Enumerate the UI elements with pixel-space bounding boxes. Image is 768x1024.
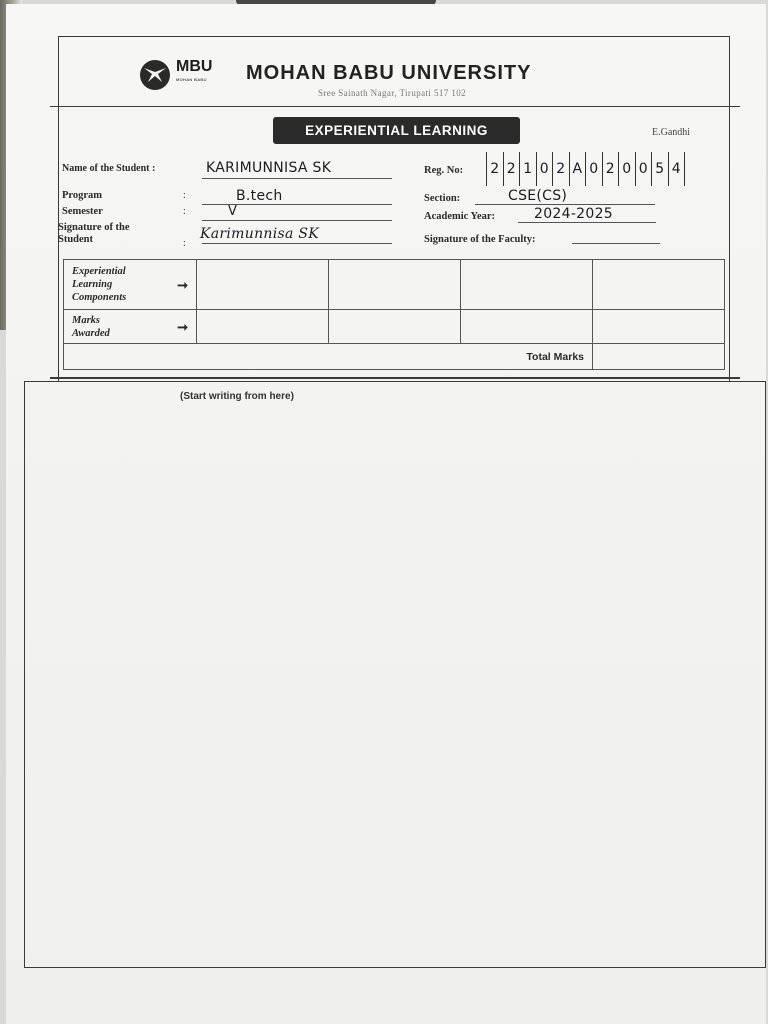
semester-line (202, 220, 392, 221)
bird-emblem-icon (138, 58, 172, 92)
components-label-line1: Experiential (72, 266, 126, 277)
faculty-signature-line (572, 243, 660, 244)
academic-year-line (518, 222, 656, 223)
logo-text: MBU (176, 58, 213, 75)
marks-cell (329, 310, 461, 344)
university-address: Sree Sainath Nagar, Tirupati 517 102 (318, 88, 467, 98)
semester-value: V (228, 204, 238, 219)
component-cell (197, 260, 329, 310)
reg-no-digit: 0 (585, 152, 602, 186)
writing-area (24, 381, 766, 968)
section-line (475, 204, 655, 205)
components-label-line2: Learning (72, 279, 113, 290)
component-cell (329, 260, 461, 310)
form-title: EXPERIENTIAL LEARNING (273, 117, 520, 144)
marks-cell (461, 310, 593, 344)
marks-table (63, 259, 725, 370)
colon: : (183, 190, 186, 201)
reg-no-digit: 2 (486, 152, 503, 186)
marks-row (64, 310, 725, 344)
total-row (64, 344, 725, 370)
student-name-label: Name of the Student : (62, 163, 156, 174)
university-logo (138, 58, 232, 94)
marks-header (64, 310, 197, 344)
program-label: Program (62, 190, 103, 201)
reg-no-digit: 0 (635, 152, 652, 186)
program-value: B.tech (236, 188, 283, 204)
colon: : (183, 238, 186, 249)
total-marks-label: Total Marks (64, 344, 593, 370)
signature-student-label-line2: Student (58, 234, 94, 245)
reg-no-digit: 4 (668, 152, 686, 186)
components-header (64, 260, 197, 310)
signature-line (202, 243, 392, 244)
semester-label: Semester (62, 206, 103, 217)
total-marks-cell (593, 344, 725, 370)
right-arrow-icon: ➞ (177, 277, 188, 292)
reg-no-label: Reg. No: (424, 165, 464, 176)
marks-cell (593, 310, 725, 344)
reg-no-digit: 2 (552, 152, 569, 186)
colon: : (183, 206, 186, 217)
components-row (64, 260, 725, 310)
reg-no-digit: 1 (519, 152, 536, 186)
university-name: MOHAN BABU UNIVERSITY (246, 62, 532, 84)
reg-no-digit: 0 (618, 152, 635, 186)
academic-year-label: Academic Year: (424, 211, 496, 222)
section-value: CSE(CS) (508, 188, 568, 204)
section-label: Section: (424, 193, 461, 204)
start-writing-note: (Start writing from here) (180, 391, 294, 402)
reg-no-digit: 2 (503, 152, 520, 186)
reg-no-digit: 0 (536, 152, 553, 186)
signature-student-label (58, 222, 130, 246)
signature-student-label-line1: Signature of the (58, 222, 130, 233)
marks-cell (197, 310, 329, 344)
component-cell (593, 260, 725, 310)
student-signature: Karimunnisa SK (200, 226, 320, 242)
handwritten-corner-note: E.Gandhi (652, 127, 691, 138)
reg-no-boxes (486, 152, 685, 186)
component-cell (461, 260, 593, 310)
reg-no-digit: 5 (651, 152, 668, 186)
signature-faculty-label: Signature of the Faculty: (424, 234, 536, 245)
academic-year-value: 2024-2025 (534, 206, 614, 222)
reg-no-digit: A (569, 152, 586, 186)
marks-label-line1: Marks (72, 314, 101, 326)
header-divider (50, 106, 740, 107)
student-name-line (202, 178, 392, 179)
student-name-value: KARIMUNNISA SK (206, 160, 332, 176)
section-divider (50, 377, 740, 379)
logo-subtext: MOHAN BABU (176, 77, 207, 82)
marks-label-line2: Awarded (72, 327, 110, 339)
reg-no-digit: 2 (602, 152, 619, 186)
components-label-line3: Components (72, 292, 127, 303)
right-arrow-icon: ➞ (177, 319, 188, 334)
